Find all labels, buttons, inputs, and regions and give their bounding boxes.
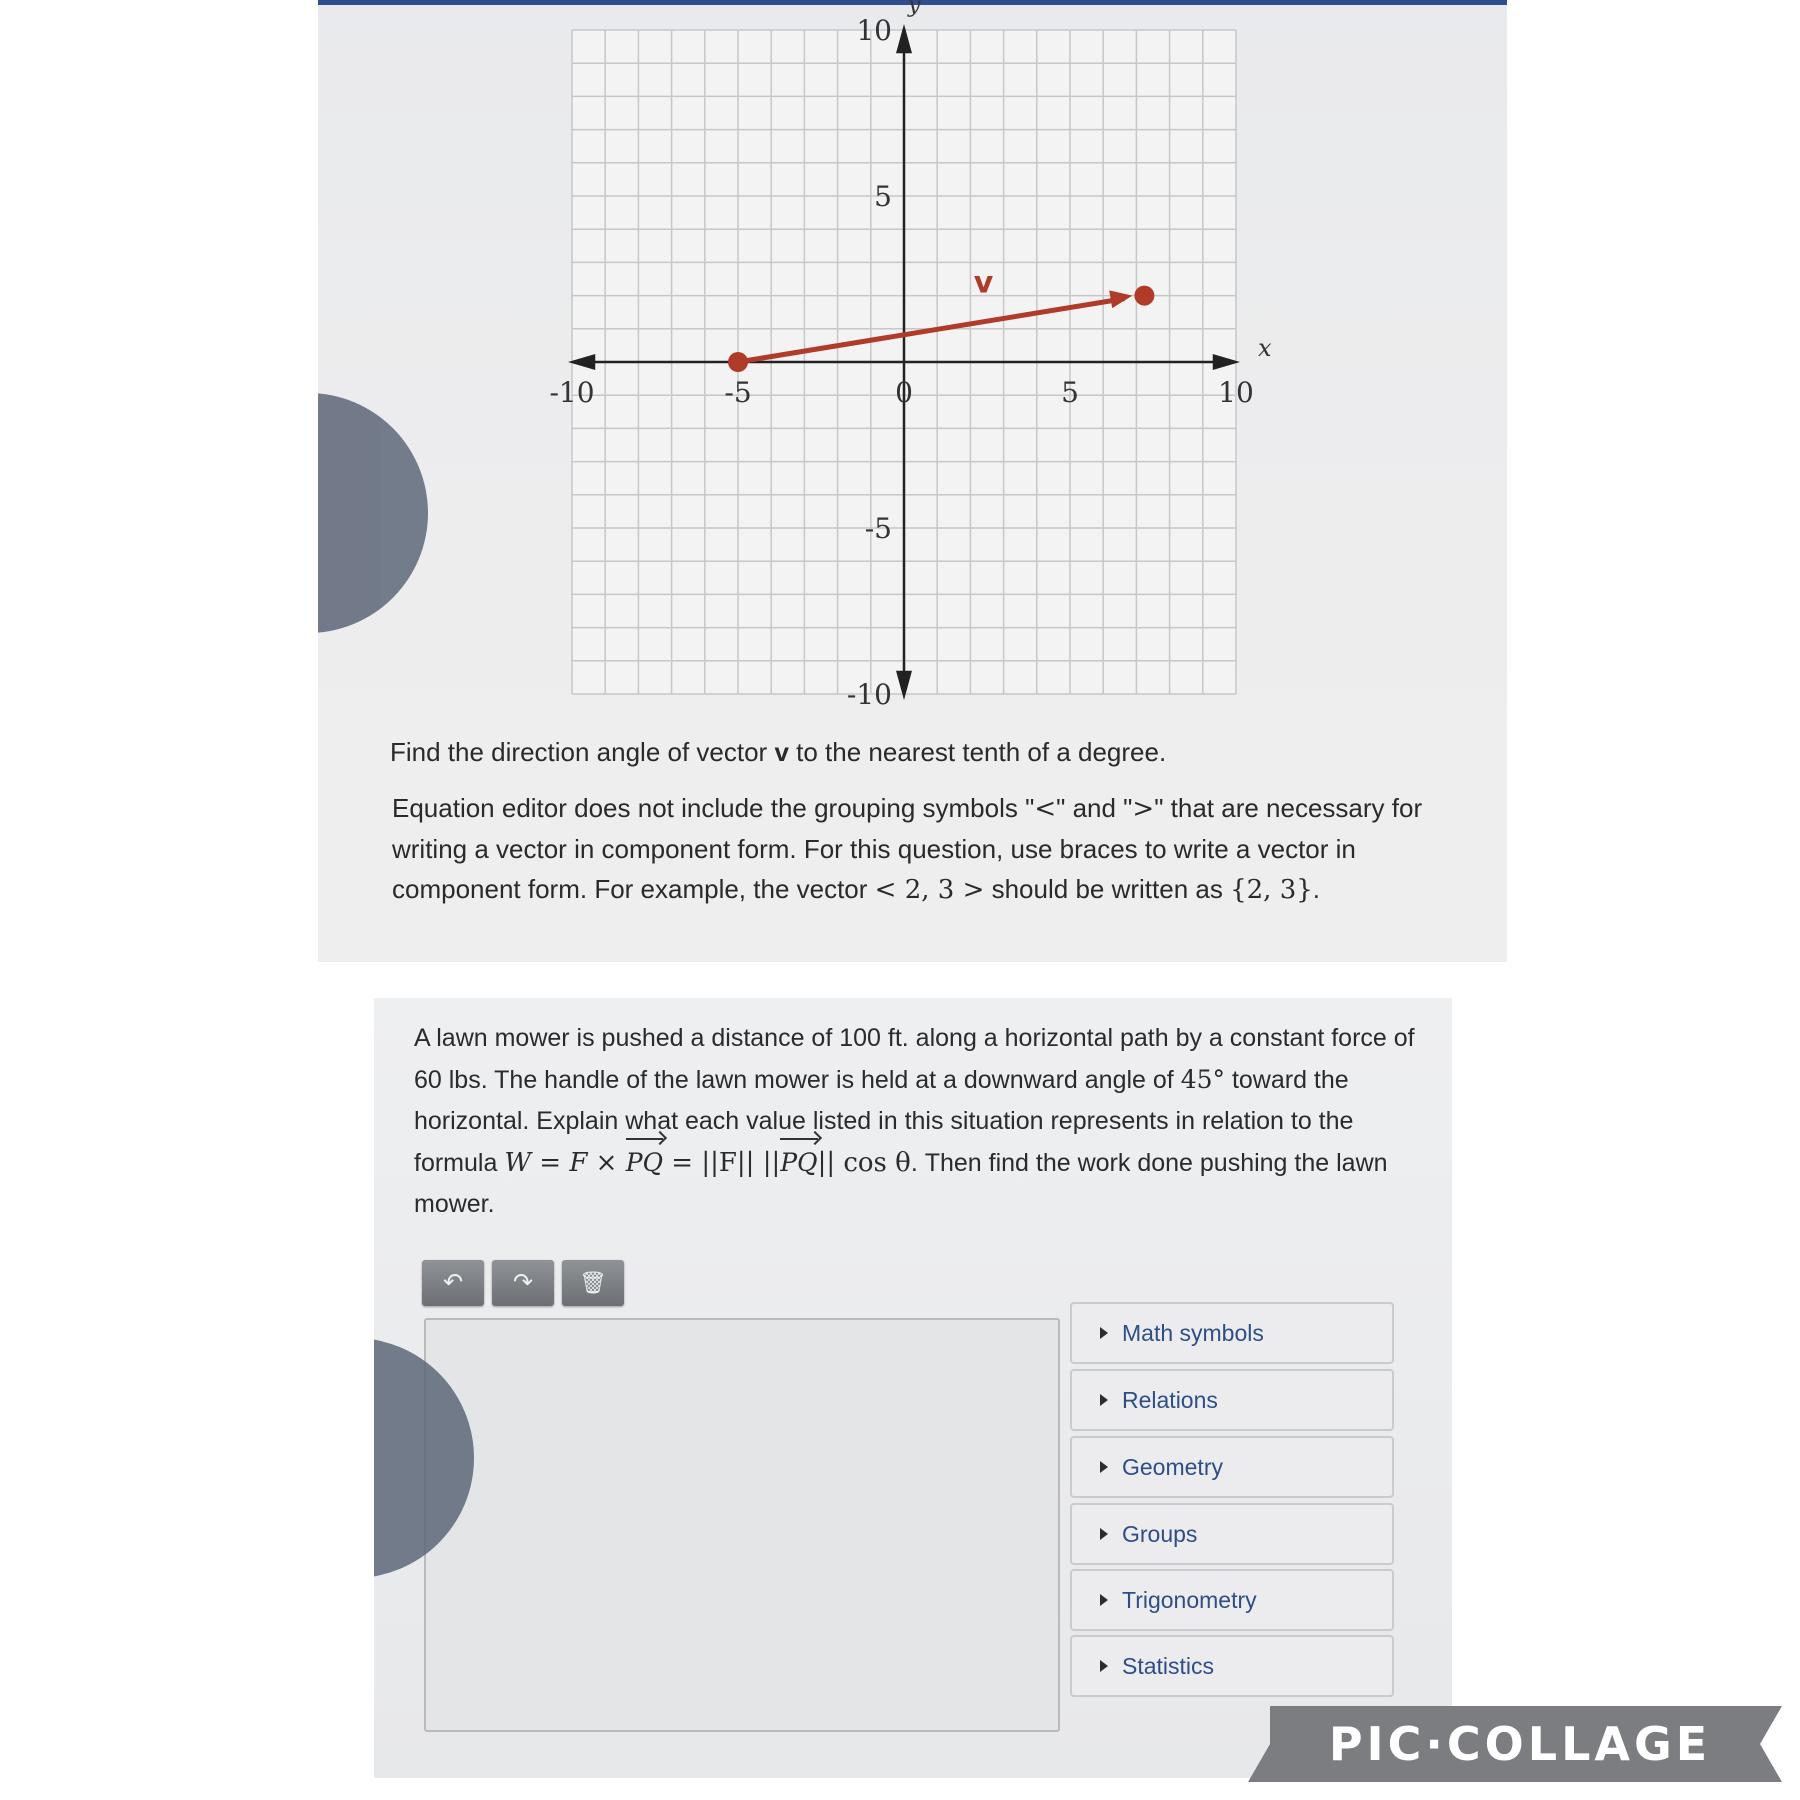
chevron-left-icon [318, 460, 321, 534]
q1-text-b: to the nearest tenth of a degree. [788, 737, 1167, 767]
caret-right-icon [1100, 1594, 1108, 1606]
watermark-text: PIC·COLLAGE [1328, 1717, 1712, 1771]
q3-text-b: toward the horizontal. Explain what each value listed in this situation represents in relation to the formula [414, 1066, 1354, 1177]
redo-icon: ↷ [512, 1269, 534, 1296]
formula-w: W = F × [504, 1148, 626, 1178]
x-tick-label: -10 [549, 376, 595, 409]
question-lawn-mower [414, 1018, 1434, 1225]
panel-label: Statistics [1122, 1653, 1215, 1679]
top-screenshot [318, 0, 1507, 962]
vector-label: v [973, 265, 994, 301]
coordinate-graph [318, 0, 1507, 720]
note-gt-symbol: > [1132, 794, 1155, 824]
trash-icon: 🗑 [579, 1270, 607, 1295]
panel-label: Groups [1122, 1521, 1198, 1547]
note-text-b: " and " [1056, 793, 1133, 823]
panel-geometry[interactable] [1070, 1436, 1394, 1498]
note-vector-example: < 2, 3 > [874, 875, 985, 905]
vector-tail-point [728, 352, 748, 372]
formula-pq-vector-2: PQ [780, 1142, 817, 1183]
panel-statistics[interactable] [1070, 1635, 1394, 1697]
note-braces-example: {2, 3} [1230, 875, 1313, 905]
x-tick-label: 0 [895, 376, 913, 409]
q1-vector-bold: v [774, 737, 789, 767]
note-text-d: should be written as [984, 874, 1231, 904]
caret-right-icon [1100, 1327, 1108, 1339]
undo-button[interactable] [422, 1260, 484, 1306]
q3-angle: 45° [1180, 1065, 1225, 1094]
panel-label: Math symbols [1122, 1320, 1264, 1346]
caret-right-icon [1100, 1394, 1108, 1406]
y-axis-label: y [908, 0, 921, 18]
panel-math-symbols[interactable] [1070, 1302, 1394, 1364]
equation-editor-note [392, 788, 1442, 910]
redo-button[interactable] [492, 1260, 554, 1306]
note-lt-symbol: < [1034, 794, 1057, 824]
y-tick-label: -10 [846, 678, 892, 711]
panel-label: Geometry [1122, 1454, 1223, 1480]
note-text-a: Equation editor does not include the grouping symbols " [392, 793, 1035, 823]
caret-right-icon [1100, 1528, 1108, 1540]
x-tick-label: 10 [1218, 376, 1254, 409]
y-tick-label: -5 [864, 512, 892, 545]
panel-label: Relations [1122, 1387, 1218, 1413]
x-tick-label: 5 [1061, 376, 1079, 409]
x-axis-label: x [1258, 334, 1272, 362]
question-direction-angle [390, 732, 1166, 772]
y-tick-label: 5 [874, 180, 892, 213]
caret-right-icon [1100, 1461, 1108, 1473]
vector-head-point [1134, 286, 1154, 306]
piccollage-watermark [1248, 1706, 1782, 1782]
note-text-c: " that are necessary for writing a vector in component form. For this question, use braces to write a vector in component form. For example, the vector [392, 793, 1423, 904]
panel-relations[interactable] [1070, 1369, 1394, 1431]
note-period: . [1312, 874, 1321, 904]
q1-text-a: Find the direction angle of vector [390, 737, 775, 767]
q3-text-c: . Then find the work done pushing the lawn mower. [414, 1149, 1388, 1218]
undo-icon: ↶ [442, 1269, 464, 1296]
formula-pq-vector: PQ [626, 1142, 663, 1183]
caret-right-icon [1100, 1660, 1108, 1672]
y-tick-label: 10 [856, 14, 892, 47]
formula-mid: = ||F|| || [663, 1148, 781, 1178]
q3-text-a: A lawn mower is pushed a distance of 100 ft. along a horizontal path by a constant force of 60 lbs. The handle of the lawn mower is held at a downward angle of [414, 1024, 1415, 1094]
panel-trigonometry[interactable] [1070, 1569, 1394, 1631]
bottom-screenshot [374, 998, 1452, 1778]
clear-button[interactable] [562, 1260, 624, 1306]
panel-label: Trigonometry [1122, 1587, 1257, 1613]
formula-end: || cos θ [817, 1148, 911, 1178]
answer-editor[interactable] [424, 1318, 1060, 1732]
x-tick-label: -5 [724, 376, 752, 409]
panel-groups[interactable] [1070, 1503, 1394, 1565]
